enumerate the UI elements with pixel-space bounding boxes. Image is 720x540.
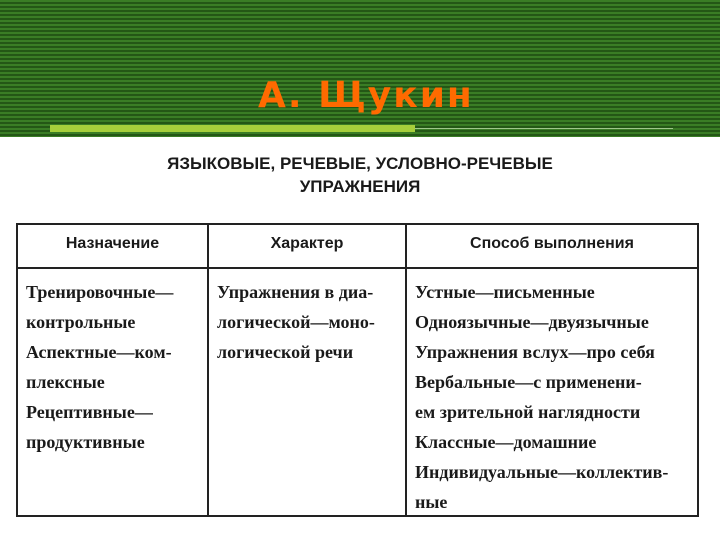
list-item: Упражнения вслух—про себя [415,342,655,362]
header-purpose: Назначение [65,235,160,252]
list-item: Аспектные—ком- [26,342,172,362]
column-purpose [26,277,173,457]
list-item: Упражнения в диа- [217,282,374,302]
list-item: логической речи [217,342,354,362]
table-heading-line2: УПРАЖНЕНИЯ [299,177,421,196]
list-item: Одноязычные—двуязычные [415,312,649,332]
list-item: Устные—письменные [415,282,595,302]
list-item: продуктивные [26,432,145,452]
slide-title: А. Щукин [258,75,474,116]
slide-header [0,0,720,137]
list-item: Вербальные—с применени- [415,372,642,392]
list-item: Тренировочные— [26,282,174,302]
exercise-table [16,223,699,517]
header-method: Способ выполнения [470,235,634,252]
list-item: контрольные [26,312,136,332]
list-item: ные [415,492,448,512]
list-item: ем зрительной наглядности [415,402,641,422]
list-item: Классные—домашние [415,432,597,452]
column-method [415,277,668,517]
list-item: Индивидуальные—коллектив- [415,462,669,482]
title-accent-bar [50,125,415,132]
column-character [217,277,375,367]
scanned-table-image [0,137,720,540]
header-divider [18,267,697,269]
title-accent-line [415,128,673,129]
list-item: Рецептивные— [26,402,153,422]
table-heading-line1: ЯЗЫКОВЫЕ, РЕЧЕВЫЕ, УСЛОВНО-РЕЧЕВЫЕ [167,154,553,173]
list-item: плексные [26,372,105,392]
list-item: логической—моно- [217,312,375,332]
header-character: Характер [270,235,344,252]
